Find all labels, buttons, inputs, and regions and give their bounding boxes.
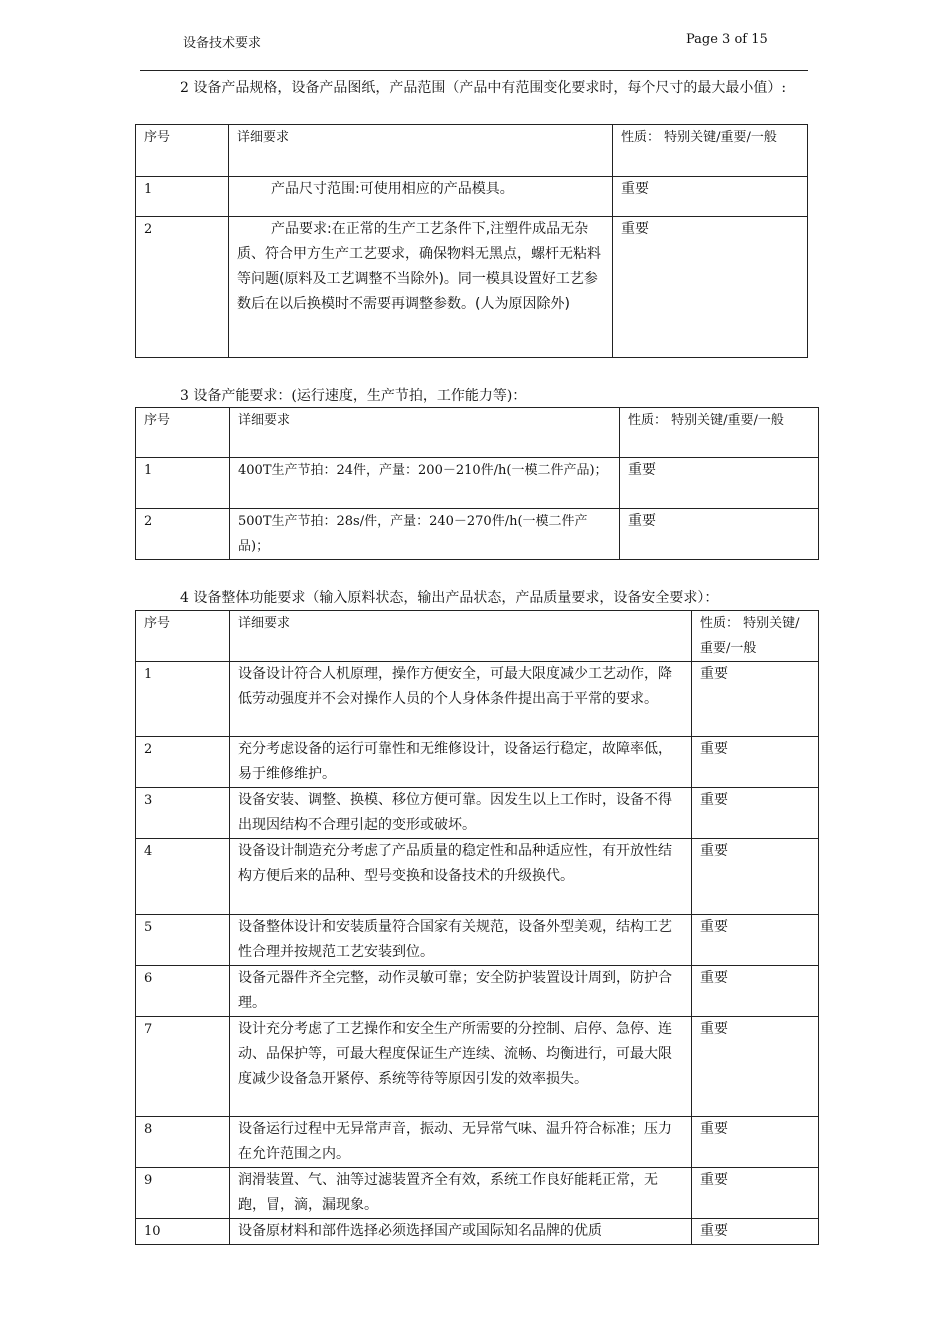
row-requirement: 400T生产节拍：24件，产量：200－210件/h(一模二件产品)； [230, 458, 620, 509]
table-row [136, 1219, 819, 1245]
section-3-table [135, 407, 819, 560]
row-requirement: 润滑装置、气、油等过滤装置齐全有效，系统工作良好能耗正常，无跑，冒，滴，漏现象。 [230, 1168, 692, 1219]
row-level: 重要 [620, 509, 819, 560]
row-no: 8 [136, 1117, 230, 1168]
row-level: 重要 [692, 1117, 819, 1168]
row-requirement: 设备原材料和部件选择必须选择国产或国际知名品牌的优质 [230, 1219, 692, 1245]
table-header-row [136, 611, 819, 662]
row-level: 重要 [613, 177, 808, 217]
row-level: 重要 [692, 737, 819, 788]
table-row [136, 788, 819, 839]
row-level: 重要 [692, 839, 819, 915]
col-no-header: 序号 [136, 611, 230, 662]
table-row [136, 1017, 819, 1117]
table-row [136, 1168, 819, 1219]
row-requirement: 设备整体设计和安装质量符合国家有关规范，设备外型美观，结构工艺性合理并按规范工艺安装到位。 [230, 915, 692, 966]
row-requirement: 设备设计制造充分考虑了产品质量的稳定性和品种适应性，有开放性结构方便后来的品种、型号变换和设备技术的升级换代。 [230, 839, 692, 915]
row-no: 4 [136, 839, 230, 915]
row-no: 2 [136, 509, 230, 560]
col-no-header: 序号 [136, 125, 229, 177]
row-requirement: 产品尺寸范围:可使用相应的产品模具。 [229, 177, 613, 217]
table-row [136, 737, 819, 788]
row-level: 重要 [613, 217, 808, 358]
row-level: 重要 [692, 915, 819, 966]
page-number: Page 3 of 15 [686, 32, 768, 47]
col-no-header: 序号 [136, 408, 230, 458]
section-2-heading: 2 设备产品规格，设备产品图纸，产品范围（产品中有范围变化要求时，每个尺寸的最大最小值）: [180, 80, 787, 96]
table-row [136, 839, 819, 915]
section-4-heading: 4 设备整体功能要求（输入原料状态，输出产品状态，产品质量要求，设备安全要求）： [180, 590, 719, 606]
section-3-heading: 3 设备产能要求：(运行速度，生产节拍，工作能力等)： [180, 388, 527, 404]
row-requirement: 充分考虑设备的运行可靠性和无维修设计，设备运行稳定，故障率低，易于维修维护。 [230, 737, 692, 788]
row-no: 2 [136, 737, 230, 788]
col-level-header: 性质： 特别关键/重要/一般 [620, 408, 819, 458]
row-no: 6 [136, 966, 230, 1017]
row-no: 2 [136, 217, 229, 358]
row-level: 重要 [692, 1219, 819, 1245]
row-requirement: 设备运行过程中无异常声音，振动、无异常气味、温升符合标准；压力在允许范围之内。 [230, 1117, 692, 1168]
col-level-header: 性质： 特别关键/重要/一般 [692, 611, 819, 662]
row-level: 重要 [692, 1017, 819, 1117]
col-level-header: 性质： 特别关键/重要/一般 [613, 125, 808, 177]
row-requirement: 产品要求:在正常的生产工艺条件下,注塑件成品无杂质、符合甲方生产工艺要求，确保物料无黑点，螺杆无粘料等问题(原料及工艺调整不当除外)。同一模具设置好工艺参数后在以后换模时不需要再调整参数。(人为原因除外) [229, 217, 613, 358]
row-requirement: 设备元器件齐全完整，动作灵敏可靠；安全防护装置设计周到，防护合理。 [230, 966, 692, 1017]
row-level: 重要 [692, 788, 819, 839]
row-level: 重要 [692, 662, 819, 737]
row-no: 1 [136, 177, 229, 217]
header-rule [140, 70, 808, 71]
row-level: 重要 [620, 458, 819, 509]
table-row [136, 177, 808, 217]
col-req-header: 详细要求 [230, 408, 620, 458]
table-header-row [136, 408, 819, 458]
row-level: 重要 [692, 1168, 819, 1219]
row-no: 5 [136, 915, 230, 966]
table-row [136, 915, 819, 966]
table-row [136, 509, 819, 560]
row-no: 3 [136, 788, 230, 839]
row-no: 7 [136, 1017, 230, 1117]
row-requirement: 500T生产节拍：28s/件，产量：240－270件/h(一模二件产品)； [230, 509, 620, 560]
table-row [136, 662, 819, 737]
section-2-table [135, 124, 808, 358]
table-row [136, 1117, 819, 1168]
document-header-title: 设备技术要求 [183, 36, 262, 51]
row-level: 重要 [692, 966, 819, 1017]
table-header-row [136, 125, 808, 177]
row-no: 9 [136, 1168, 230, 1219]
row-no: 1 [136, 458, 230, 509]
row-requirement: 设备安装、调整、换模、移位方便可靠。因发生以上工作时，设备不得出现因结构不合理引起的变形或破坏。 [230, 788, 692, 839]
table-row [136, 966, 819, 1017]
row-no: 1 [136, 662, 230, 737]
row-requirement: 设计充分考虑了工艺操作和安全生产所需要的分控制、启停、急停、连动、品保护等，可最大程度保证生产连续、流畅、均衡进行，可最大限度减少设备急开紧停、系统等待等原因引发的效率损失。 [230, 1017, 692, 1117]
col-req-header: 详细要求 [230, 611, 692, 662]
row-no: 10 [136, 1219, 230, 1245]
table-row [136, 458, 819, 509]
section-4-table [135, 610, 819, 1245]
table-row [136, 217, 808, 358]
col-req-header: 详细要求 [229, 125, 613, 177]
row-requirement: 设备设计符合人机原理，操作方便安全，可最大限度减少工艺动作，降低劳动强度并不会对操作人员的个人身体条件提出高于平常的要求。 [230, 662, 692, 737]
